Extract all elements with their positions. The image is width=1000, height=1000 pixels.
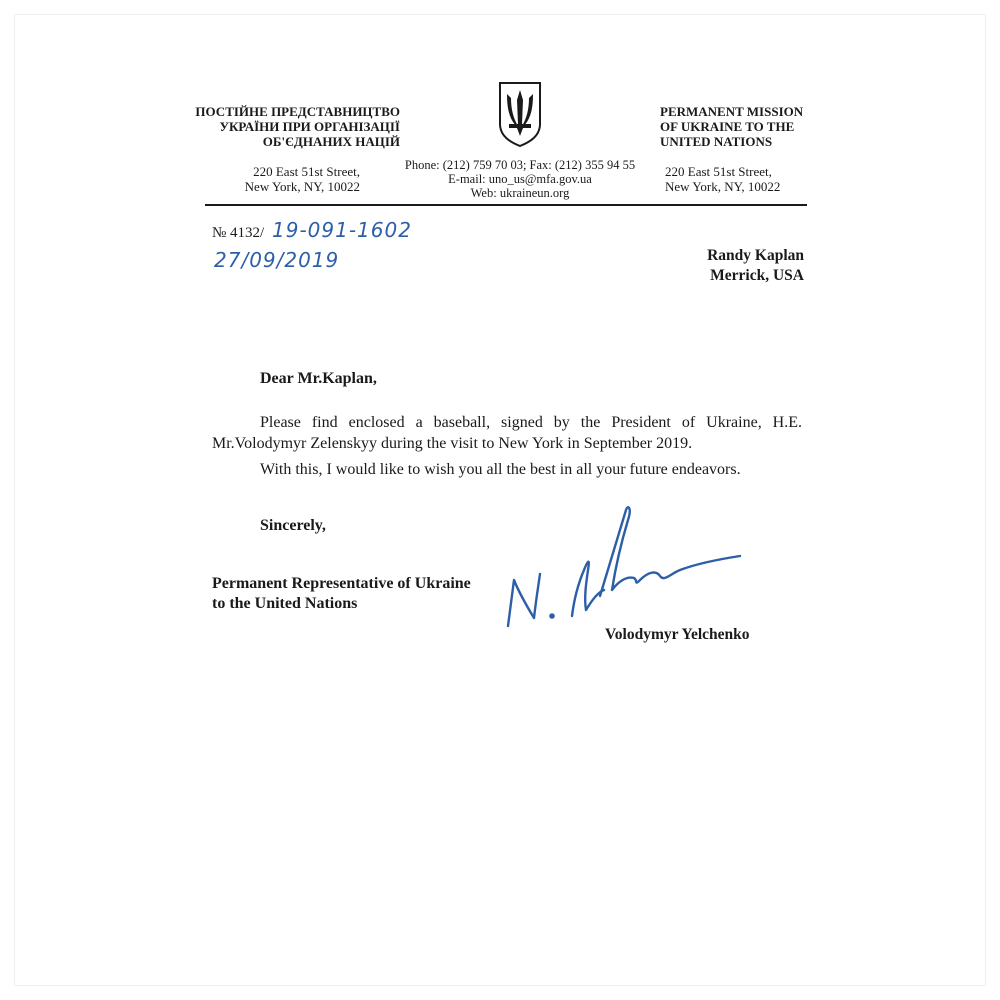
- address-left: [190, 164, 360, 194]
- recipient-name: Randy Kaplan: [707, 247, 804, 264]
- address-right: [665, 164, 865, 194]
- reference-prefix: № 4132/: [212, 225, 265, 241]
- handwritten-signature: [500, 500, 760, 640]
- signer-title-line: to the United Nations: [212, 595, 358, 612]
- signer-title: [212, 574, 471, 614]
- recipient-location: Merrick, USA: [710, 267, 804, 284]
- trident-coat-of-arms-icon: [497, 80, 543, 148]
- website: Web: ukraineun.org: [470, 186, 570, 200]
- salutation: Dear Mr.Kaplan,: [260, 370, 377, 387]
- signer-title-line: Permanent Representative of Ukraine: [212, 575, 471, 592]
- letterhead-uk-line: УКРАЇНИ ПРИ ОРГАНІЗАЦІЇ: [219, 119, 400, 134]
- letterhead-en-line: PERMANENT MISSION: [660, 104, 804, 119]
- closing: Sincerely,: [260, 517, 326, 534]
- signer-name: Volodymyr Yelchenko: [605, 626, 750, 643]
- body-paragraph-2: With this, I would like to wish you all the best in all your future endeavors.: [260, 461, 741, 478]
- letterhead-ukrainian-name: [190, 104, 400, 149]
- address-line: New York, NY, 10022: [244, 179, 360, 194]
- letterhead-uk-line: ОБ'ЄДНАНИХ НАЦІЙ: [262, 134, 400, 149]
- letterhead-en-line: OF UKRAINE TO THE: [660, 119, 795, 134]
- handwritten-date: 27/09/2019: [214, 248, 340, 272]
- body-paragraph-1: Please find enclosed a baseball, signed by the President of Ukraine, H.E. Mr.Volodymyr Zelenskyy during the visit to New York in September 2019.: [212, 414, 802, 452]
- address-line: New York, NY, 10022: [665, 179, 781, 194]
- contact-info: [395, 158, 645, 200]
- recipient-block: [600, 246, 804, 286]
- letterhead-divider: [205, 204, 807, 206]
- address-line: 220 East 51st Street,: [253, 164, 360, 179]
- letterhead-english-name: [660, 104, 860, 149]
- handwritten-reference-number: 19-091-1602: [272, 218, 412, 242]
- phone-fax: Phone: (212) 759 70 03; Fax: (212) 355 94 55: [404, 158, 636, 172]
- address-line: 220 East 51st Street,: [665, 164, 772, 179]
- email-address: E-mail: uno_us@mfa.gov.ua: [448, 172, 592, 186]
- letterhead-en-line: UNITED NATIONS: [660, 134, 773, 149]
- letterhead-uk-line: ПОСТІЙНЕ ПРЕДСТАВНИЦТВО: [195, 104, 400, 119]
